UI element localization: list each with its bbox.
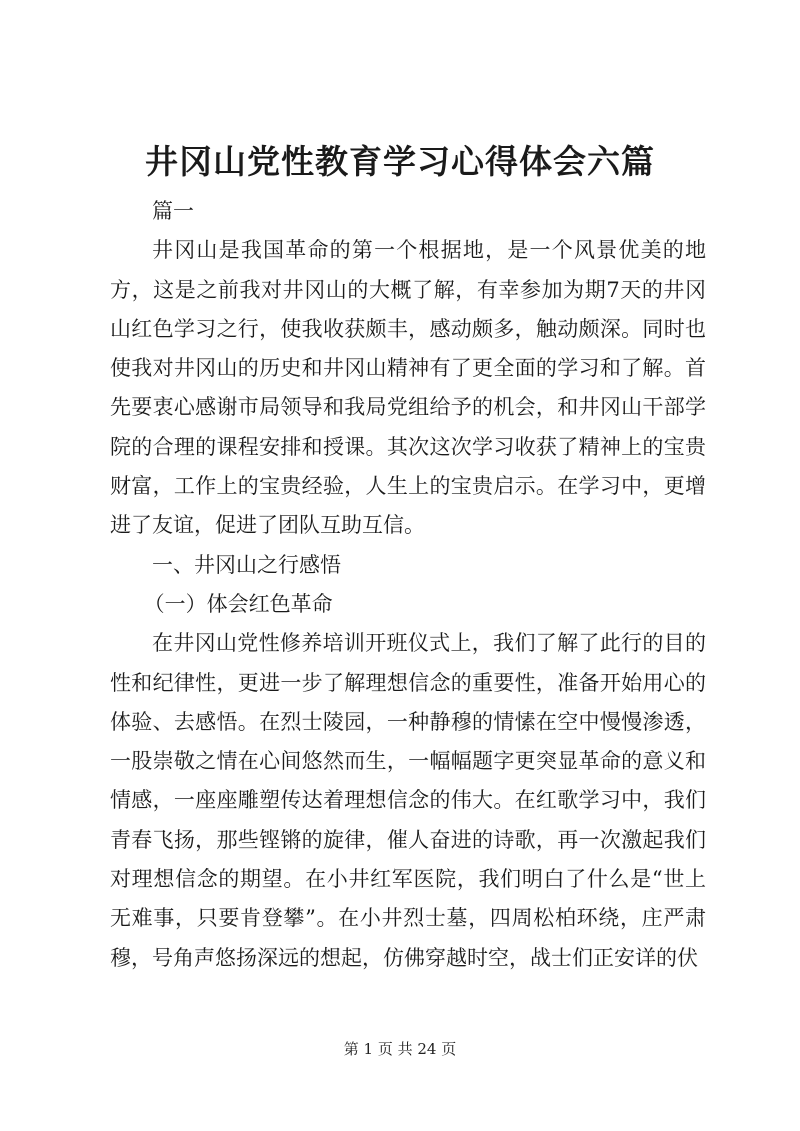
paragraph: 在井冈山党性修养培训开班仪式上，我们了解了此行的目的性和纪律性，更进一步了解理想信念的重要性，准备开始用心的体验、去感悟。在烈士陵园，一种静穆的情愫在空中慢慢渗透，一股崇敬之情在心间悠然而生，一幅幅题字更突显革命的意义和情感，一座座雕塑传达着理想信念的伟大。在红歌学习中，我们青春飞扬，那些铿锵的旋律，催人奋进的诗歌，再一次激起我们对理想信念的期望。在小井红军医院，我们明白了什么是“世上无难事，只要肯登攀”。在小井烈士墓，四周松柏环绕，庄严肃穆，号角声悠扬深远的想起，仿佛穿越时空，战士们正安详的伏 xyxy=(110,631,706,970)
section-heading: 一、井冈山之行感悟 xyxy=(152,552,341,577)
page-footer: 第 1 页 共 24 页 xyxy=(343,1040,457,1058)
paragraph: 井冈山是我国革命的第一个根据地，是一个风景优美的地方，这是之前我对井冈山的大概了解，有幸参加为期7天的井冈山红色学习之行，使我收获颇丰，感动颇多，触动颇深。同时也使我对井冈山的历史和井冈山精神有了更全面的学习和了解。首先要衷心感谢市局领导和我局党组给予的机会，和井冈山干部学院的合理的课程安排和授课。其次这次学习收获了精神上的宝贵财富，工作上的宝贵经验，人生上的宝贵启示。在学习中，更增进了友谊，促进了团队互助互信。 xyxy=(110,238,706,538)
document-title: 井冈山党性教育学习心得体会六篇 xyxy=(145,142,655,181)
subsection-heading: （一）体会红色革命 xyxy=(143,591,333,616)
document-body xyxy=(110,192,706,978)
section-label: 篇一 xyxy=(152,199,194,223)
